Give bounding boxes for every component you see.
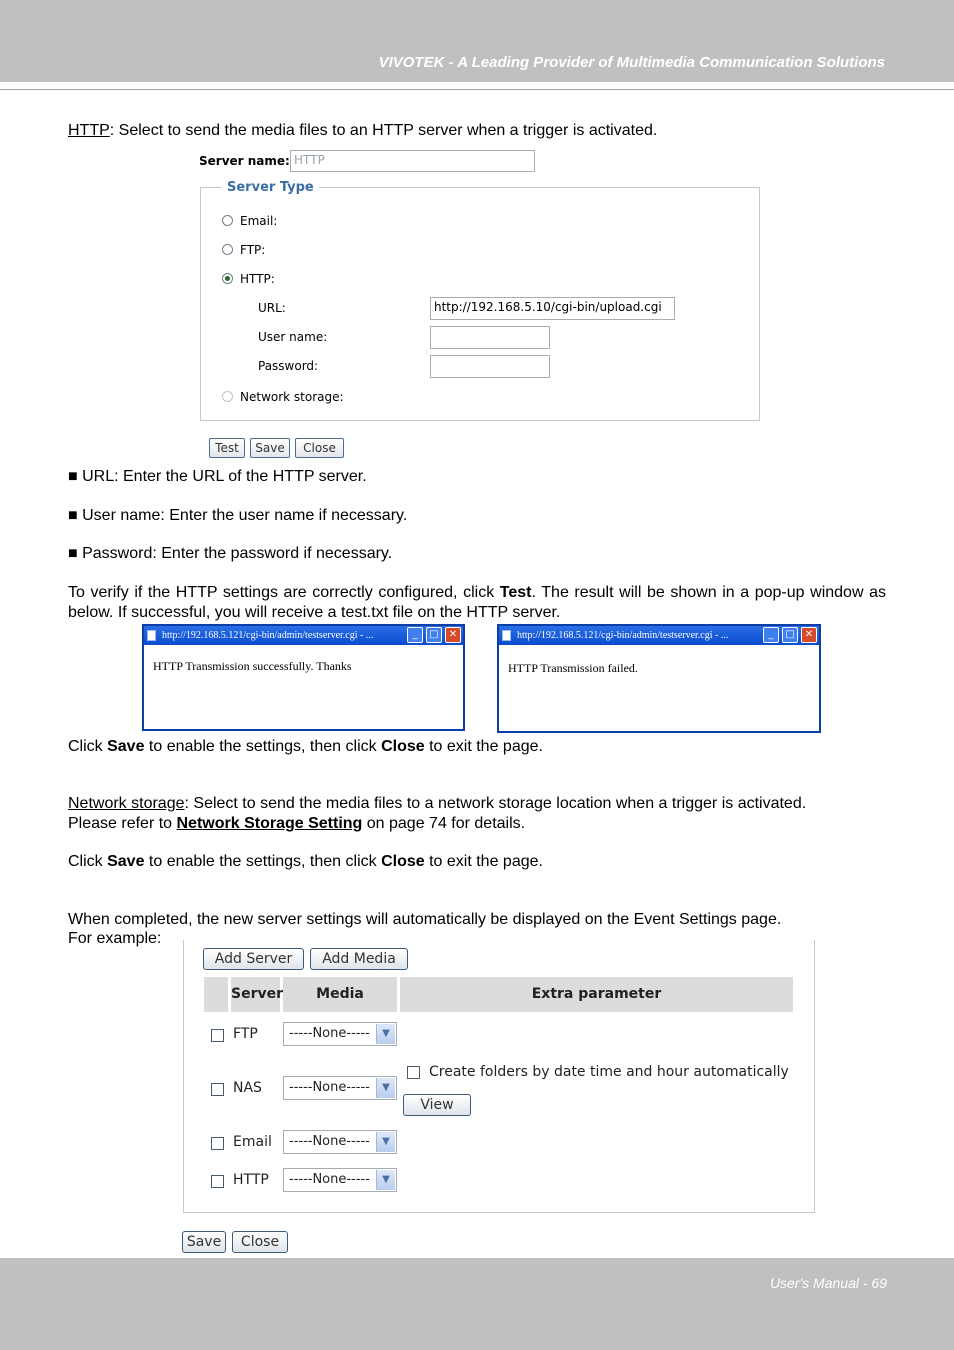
media-select-email[interactable]: -----None----- ▼ (283, 1130, 397, 1154)
popup-failed (497, 624, 821, 733)
password-label: Password: (258, 359, 319, 373)
popup-success-titlebar (144, 626, 463, 645)
header-media: Media (283, 977, 397, 1012)
server-name-input[interactable]: HTTP (290, 150, 535, 172)
url-input[interactable]: http://192.168.5.10/cgi-bin/upload.cgi (430, 297, 675, 320)
ftp-radio-label: FTP: (240, 243, 266, 257)
row-checkbox-email[interactable] (211, 1137, 224, 1150)
header-divider (0, 89, 954, 90)
add-media-button[interactable]: Add Media (310, 948, 408, 970)
minimize-icon[interactable]: _ (763, 627, 779, 643)
chevron-down-icon: ▼ (376, 1170, 395, 1190)
row-checkbox-http[interactable] (211, 1175, 224, 1188)
network-storage-label: Network storage: (240, 390, 344, 404)
verify-test-bold: Test (499, 584, 532, 601)
server-name-label: Server name: (199, 154, 290, 168)
username-label: User name: (258, 330, 328, 344)
ftp-radio[interactable] (222, 244, 233, 255)
bullet-password: ■ Password: Enter the password if necessary. (68, 545, 393, 562)
save-button[interactable]: Save (250, 438, 290, 458)
page-header (0, 0, 954, 82)
add-server-button[interactable]: Add Server (203, 948, 304, 970)
row-label-nas: NAS (233, 1080, 262, 1096)
page-icon (502, 630, 511, 641)
media-select-http[interactable]: -----None----- ▼ (283, 1168, 397, 1192)
bullet-username: ■ User name: Enter the user name if necessary. (68, 507, 408, 524)
minimize-icon[interactable]: _ (407, 627, 423, 643)
row-checkbox-nas[interactable] (211, 1083, 224, 1096)
server-type-legend: Server Type (222, 180, 319, 195)
event-close-button[interactable]: Close (232, 1231, 288, 1253)
popup-success-message: HTTP Transmission successfully. Thanks (153, 659, 352, 673)
network-storage-link[interactable]: Network Storage Setting (176, 815, 363, 832)
close-icon[interactable]: ✕ (801, 627, 817, 643)
chevron-down-icon: ▼ (376, 1024, 395, 1044)
http-radio-label: HTTP: (240, 272, 275, 286)
event-save-button[interactable]: Save (182, 1231, 226, 1253)
maximize-icon[interactable]: □ (782, 627, 798, 643)
save-close-instruction-1: Click Save to enable the settings, then click Close to exit the page. (68, 738, 543, 755)
row-label-ftp: FTP (233, 1026, 258, 1042)
page-icon (147, 630, 156, 641)
bullet-url: ■ URL: Enter the URL of the HTTP server. (68, 468, 367, 485)
header-extra-parameter: Extra parameter (400, 977, 793, 1012)
username-input[interactable] (430, 326, 550, 349)
http-intro-text: : Select to send the media files to an HTTP server when a trigger is activated. (109, 122, 658, 139)
popup-failed-title: http://192.168.5.121/cgi-bin/admin/testserver.cgi - ... (517, 630, 729, 641)
email-radio[interactable] (222, 215, 233, 226)
popup-failed-titlebar (499, 626, 819, 645)
http-term: HTTP (68, 122, 110, 139)
password-input[interactable] (430, 355, 550, 378)
row-label-email: Email (233, 1134, 272, 1150)
for-example: For example: (68, 930, 162, 947)
page-footer (0, 1258, 954, 1350)
maximize-icon[interactable]: □ (426, 627, 442, 643)
media-select-nas[interactable]: -----None----- ▼ (283, 1076, 397, 1100)
view-button[interactable]: View (403, 1094, 471, 1116)
completed-paragraph: When completed, the new server settings will automatically be displayed on the Event Settings page. (68, 911, 782, 928)
network-storage-radio[interactable] (222, 391, 233, 402)
create-folders-label: Create folders by date time and hour automatically (429, 1064, 789, 1080)
header-server: Server (231, 977, 280, 1012)
http-radio[interactable] (222, 273, 233, 284)
chevron-down-icon: ▼ (376, 1078, 395, 1098)
media-select-ftp[interactable]: -----None----- ▼ (283, 1022, 397, 1046)
save-close-instruction-2: Click Save to enable the settings, then click Close to exit the page. (68, 853, 543, 870)
network-storage-term: Network storage (68, 795, 185, 812)
footer-page-number: User's Manual - 69 (769, 1275, 887, 1291)
row-checkbox-ftp[interactable] (211, 1029, 224, 1042)
popup-success (142, 624, 465, 731)
popup-failed-message: HTTP Transmission failed. (508, 661, 638, 675)
create-folders-checkbox[interactable] (407, 1066, 420, 1079)
url-label: URL: (258, 301, 286, 315)
http-intro (68, 121, 657, 141)
verify-paragraph: To verify if the HTTP settings are correctly configured, click Test. The result will be shown in a pop-up window as below. If successful, you will receive a test.txt file on the HTTP server. (68, 584, 887, 621)
close-icon[interactable]: ✕ (445, 627, 461, 643)
row-label-http: HTTP (233, 1172, 269, 1188)
chevron-down-icon: ▼ (376, 1132, 395, 1152)
close-button[interactable]: Close (295, 438, 344, 458)
header-title: VIVOTEK - A Leading Provider of Multimedia Communication Solutions (378, 54, 885, 71)
header-blank (204, 977, 228, 1012)
popup-success-title: http://192.168.5.121/cgi-bin/admin/testserver.cgi - ... (162, 630, 374, 641)
network-storage-intro: Network storage: Select to send the media files to a network storage location when a trigger is activated. Please refer to Network Storage Setting on page 74 for details. (68, 795, 807, 832)
test-button[interactable]: Test (209, 438, 245, 458)
email-radio-label: Email: (240, 214, 278, 228)
